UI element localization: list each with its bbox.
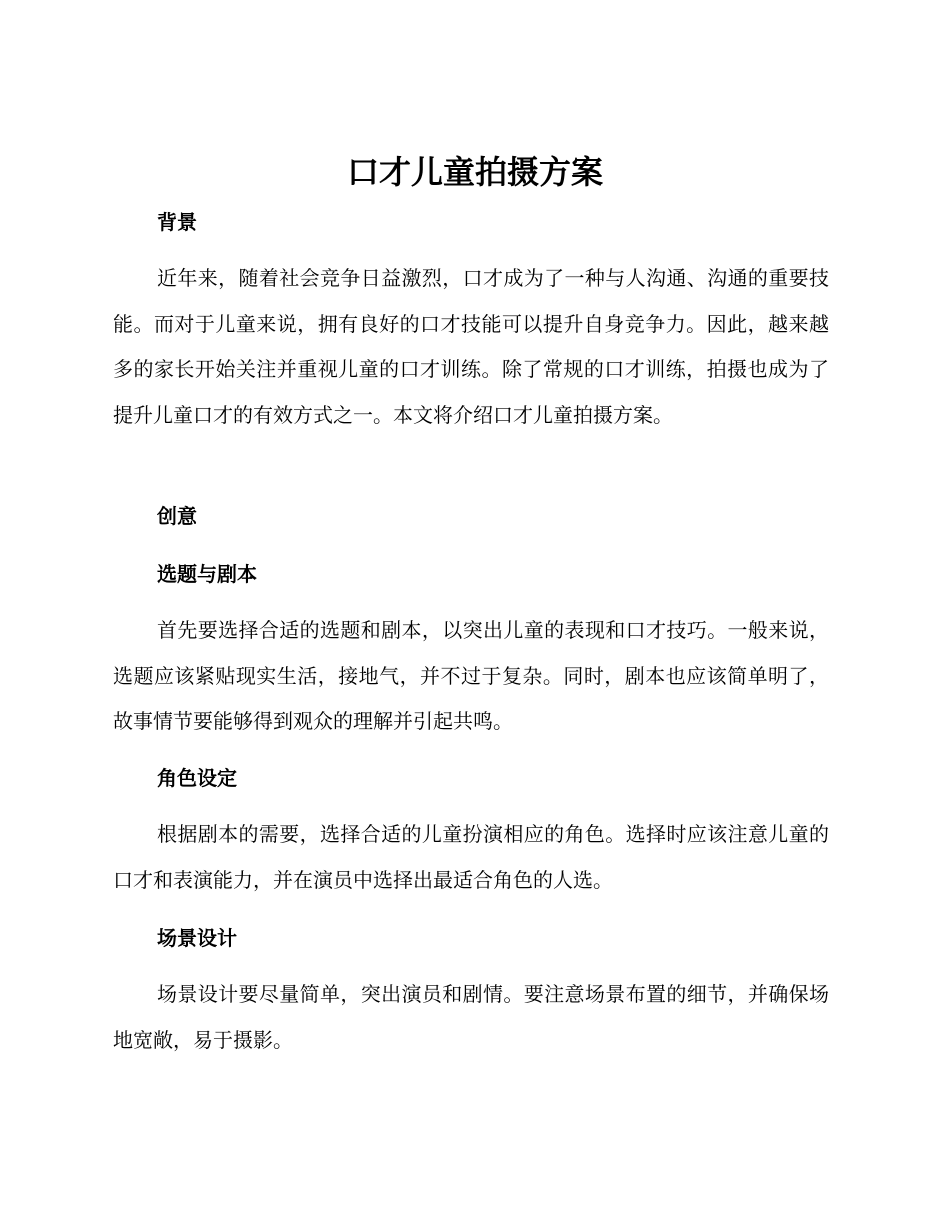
section-heading-roles: 角色设定 [157, 766, 237, 790]
section-heading-background: 背景 [157, 210, 197, 234]
section-paragraph-scene-design: 场景设计要尽量简单，突出演员和剧情。要注意场景布置的细节，并确保场地宽敞，易于摄影。 [113, 982, 829, 1052]
section-heading-topic-script: 选题与剧本 [157, 562, 257, 586]
section-paragraph-background: 近年来，随着社会竞争日益激烈，口才成为了一种与人沟通、沟通的重要技能。而对于儿童来说，拥有良好的口才技能可以提升自身竞争力。因此，越来越多的家长开始关注并重视儿童的口才训练。除了常规的口才训练，拍摄也成为了提升儿童口才的有效方式之一。本文将介绍口才儿童拍摄方案。 [113, 266, 829, 427]
document-title: 口才儿童拍摄方案 [346, 153, 603, 191]
section-heading-creativity: 创意 [157, 504, 197, 528]
section-heading-scene-design: 场景设计 [157, 926, 237, 950]
section-paragraph-topic-script: 首先要选择合适的选题和剧本，以突出儿童的表现和口才技巧。一般来说，选题应该紧贴现实生活，接地气，并不过于复杂。同时，剧本也应该简单明了，故事情节要能够得到观众的理解并引起共鸣。 [113, 618, 829, 733]
section-paragraph-roles: 根据剧本的需要，选择合适的儿童扮演相应的角色。选择时应该注意儿童的口才和表演能力，并在演员中选择出最适合角色的人选。 [113, 822, 829, 892]
